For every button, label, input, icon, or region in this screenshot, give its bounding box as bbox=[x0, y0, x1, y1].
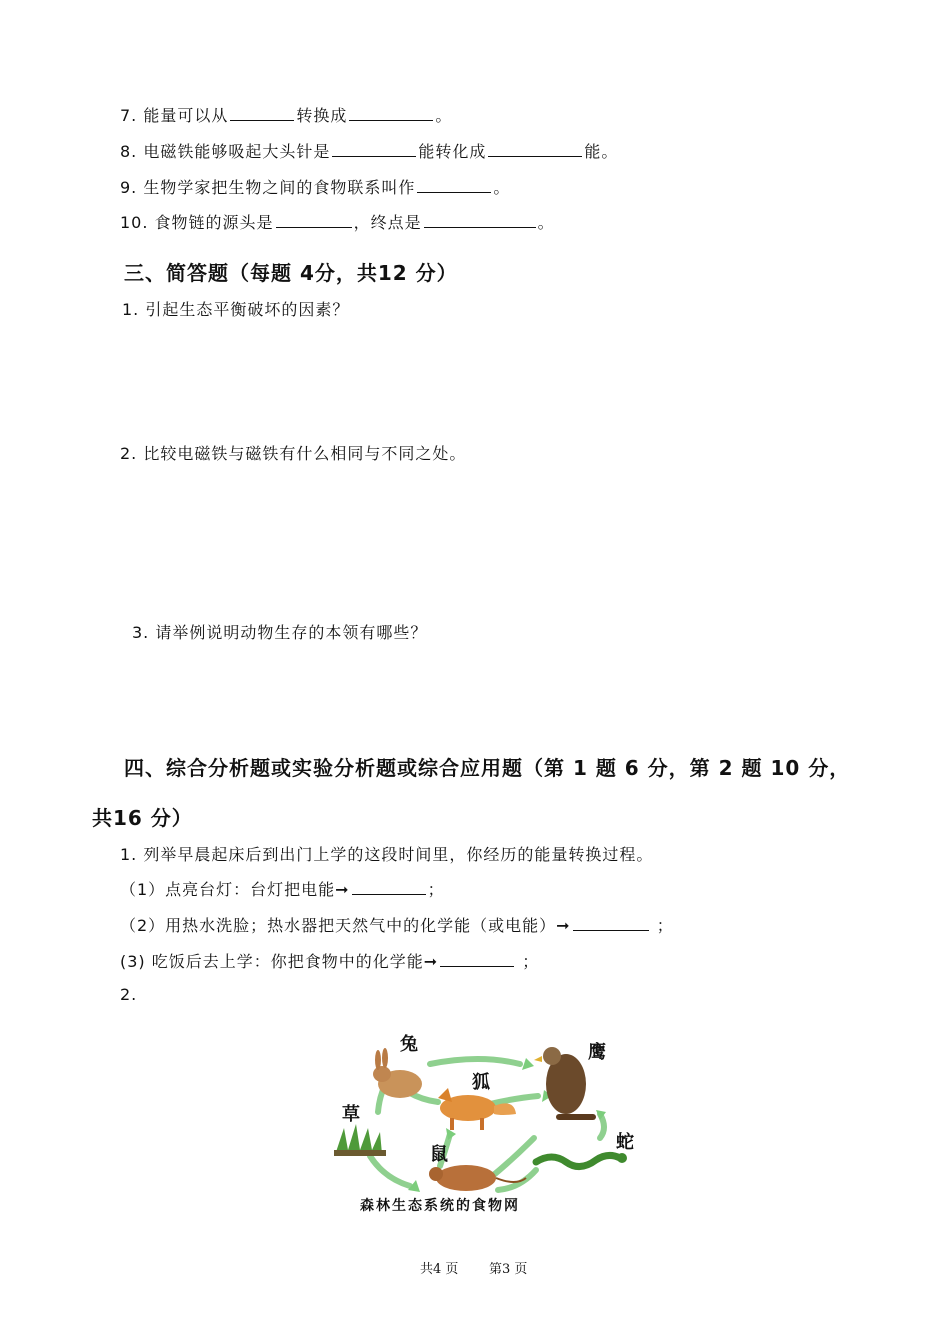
label-rabbit: 兔 bbox=[400, 1034, 418, 1055]
question-text: （1）点亮台灯：台灯把电能➞ bbox=[120, 880, 350, 899]
question-7 bbox=[120, 103, 452, 126]
question-4-1: 1. 列举早晨起床后到出门上学的这段时间里，你经历的能量转换过程。 bbox=[120, 845, 654, 864]
answer-blank[interactable] bbox=[349, 106, 433, 121]
question-text: 。 bbox=[537, 213, 555, 232]
answer-blank[interactable] bbox=[440, 952, 514, 967]
label-eagle: 鹰 bbox=[588, 1042, 606, 1063]
question-text: 食物链的源头是 bbox=[154, 213, 274, 232]
question-text: 能量可以从 bbox=[143, 106, 229, 125]
question-text: （2）用热水洗脸；热水器把天然气中的化学能（或电能）➞ bbox=[120, 916, 571, 935]
question-text: ； bbox=[522, 952, 540, 971]
answer-blank[interactable] bbox=[332, 142, 416, 157]
question-number: 8. bbox=[120, 142, 138, 161]
answer-blank[interactable] bbox=[417, 178, 491, 193]
answer-blank[interactable] bbox=[230, 106, 294, 121]
question-text: 电磁铁能够吸起大头针是 bbox=[143, 142, 331, 161]
answer-blank[interactable] bbox=[573, 916, 649, 931]
question-number: 7. bbox=[120, 106, 138, 125]
section-4-heading: 四、综合分析题或实验分析题或综合应用题（第 1 题 6 分，第 2 题 10 分， bbox=[124, 756, 851, 780]
question-text: 生物学家把生物之间的食物联系叫作 bbox=[143, 178, 416, 197]
answer-blank[interactable] bbox=[352, 880, 426, 895]
page-total: 共4 页 bbox=[420, 1262, 459, 1277]
question-4-1-1 bbox=[120, 877, 445, 900]
question-text: ； bbox=[427, 880, 445, 899]
question-number: 10. bbox=[120, 213, 149, 232]
question-3-3: 3. 请举例说明动物生存的本领有哪些？ bbox=[132, 623, 428, 642]
question-10 bbox=[120, 210, 555, 233]
answer-blank[interactable] bbox=[424, 213, 536, 228]
question-4-1-2 bbox=[120, 913, 674, 936]
label-fox: 狐 bbox=[472, 1072, 490, 1093]
question-text: ，终点是 bbox=[353, 213, 422, 232]
question-text: 。 bbox=[493, 178, 511, 197]
food-web-image bbox=[330, 1028, 642, 1216]
question-text: 能转化成 bbox=[418, 142, 487, 161]
question-text: 。 bbox=[435, 106, 453, 125]
label-grass: 草 bbox=[342, 1104, 360, 1125]
answer-blank[interactable] bbox=[488, 142, 582, 157]
question-9 bbox=[120, 175, 510, 198]
section-3-heading: 三、简答题（每题 4分，共12 分） bbox=[124, 261, 458, 285]
question-3-1: 1. 引起生态平衡破坏的因素？ bbox=[122, 300, 350, 319]
label-snake: 蛇 bbox=[616, 1132, 634, 1153]
food-web-caption: 森林生态系统的食物网 bbox=[360, 1198, 520, 1214]
section-4-heading-cont: 共16 分） bbox=[92, 806, 193, 830]
question-4-1-3 bbox=[120, 949, 539, 972]
label-mouse: 鼠 bbox=[430, 1144, 448, 1165]
question-number: 9. bbox=[120, 178, 138, 197]
answer-blank[interactable] bbox=[276, 213, 352, 228]
question-text: (3) 吃饭后去上学：你把食物中的化学能➞ bbox=[120, 952, 439, 971]
page-current: 第3 页 bbox=[489, 1262, 528, 1277]
question-text: ； bbox=[656, 916, 674, 935]
question-3-2: 2. 比较电磁铁与磁铁有什么相同与不同之处。 bbox=[120, 444, 467, 463]
question-text: 能。 bbox=[584, 142, 619, 161]
question-4-2: 2. bbox=[120, 985, 138, 1004]
question-8 bbox=[120, 139, 618, 162]
question-text: 转换成 bbox=[296, 106, 348, 125]
